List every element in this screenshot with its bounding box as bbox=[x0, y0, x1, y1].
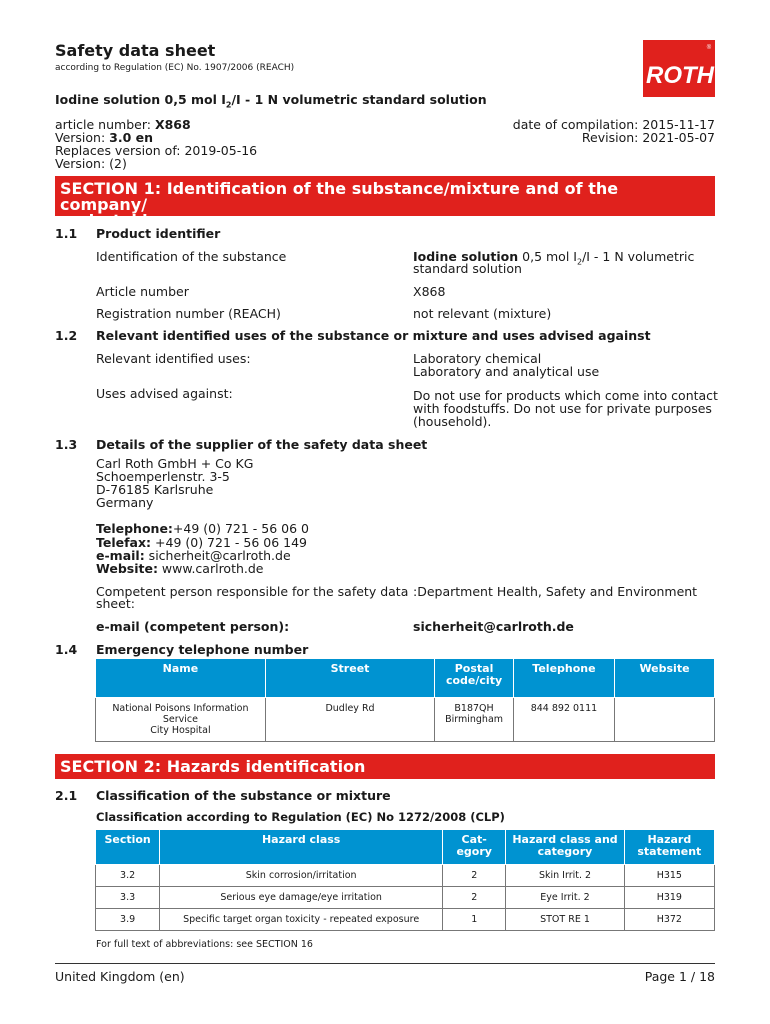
clp-title: Classification according to Regulation (EC) No 1272/2008 (CLP) bbox=[96, 810, 505, 824]
competent-person-value: :Department Health, Safety and Environment bbox=[413, 584, 698, 599]
col-hcc-line1: Hazard class and bbox=[512, 833, 618, 846]
identified-uses-line1: Laboratory chemical bbox=[413, 351, 542, 366]
identified-uses-label: Relevant identified uses: bbox=[96, 351, 251, 366]
product-name-post: /I - 1 N volumetric standard solution bbox=[231, 92, 487, 107]
emergency-table bbox=[95, 658, 715, 742]
identification-value-rest: 0,5 mol I bbox=[518, 249, 577, 264]
website-value[interactable]: www.carlroth.de bbox=[157, 561, 264, 576]
s13-number: 1.3 bbox=[55, 437, 78, 452]
logo-reg: ® bbox=[706, 45, 712, 51]
article-number-value: X868 bbox=[413, 284, 446, 299]
row-class-category: Eye Irrit. 2 bbox=[506, 887, 624, 909]
identification-value-bold: Iodine solution bbox=[413, 249, 519, 264]
classification-table bbox=[95, 829, 715, 931]
col-postal-line1: Postal bbox=[454, 662, 494, 675]
version-value: 3.0 en bbox=[109, 130, 154, 145]
supplier-country: Germany bbox=[96, 495, 154, 510]
telefax-label: Telefax: bbox=[96, 535, 152, 550]
section2-header bbox=[55, 754, 715, 779]
s21-number: 2.1 bbox=[55, 788, 78, 803]
emergency-postal bbox=[435, 698, 514, 742]
col-website: Website bbox=[615, 659, 715, 698]
emergency-telephone: 844 892 0111 bbox=[513, 698, 614, 742]
supplier-website bbox=[96, 562, 264, 576]
section1-header bbox=[55, 176, 715, 230]
s12-title: Relevant identified uses of the substance or mixture and uses advised against bbox=[96, 328, 651, 343]
row-hazard-class: Specific target organ toxicity - repeated exposure bbox=[160, 909, 443, 931]
row-class-category: STOT RE 1 bbox=[506, 909, 624, 931]
table-row bbox=[96, 909, 715, 931]
uses-against-label: Uses advised against: bbox=[96, 386, 233, 401]
emergency-website bbox=[615, 698, 715, 742]
s21-title: Classification of the substance or mixture bbox=[96, 788, 391, 803]
previous-version: Version: (2) bbox=[55, 156, 127, 171]
identified-uses-line2: Laboratory and analytical use bbox=[413, 364, 600, 379]
document-title: Safety data sheet bbox=[55, 41, 216, 60]
row-statement: H315 bbox=[624, 865, 714, 887]
row-category: 1 bbox=[443, 909, 506, 931]
table-row bbox=[96, 887, 715, 909]
uses-against-line1: Do not use for products which come into contact bbox=[413, 388, 718, 403]
identification-value-sub: 2 bbox=[576, 257, 583, 267]
page-number: Page 1 / 18 bbox=[644, 969, 715, 984]
row-section: 3.3 bbox=[96, 887, 160, 909]
document-subtitle: according to Regulation (EC) No. 1907/2006 (REACH) bbox=[55, 63, 295, 73]
col-category-line2: egory bbox=[456, 845, 492, 858]
s14-number: 1.4 bbox=[55, 642, 78, 657]
competent-person-label-line1: Competent person responsible for the safety data bbox=[96, 584, 409, 599]
col-category-line1: Cat- bbox=[461, 833, 487, 846]
s14-title: Emergency telephone number bbox=[96, 642, 309, 657]
emergency-table-header bbox=[96, 659, 715, 698]
emergency-name-line2: Service bbox=[162, 714, 198, 725]
col-category bbox=[443, 830, 506, 865]
product-name-sub: 2 bbox=[225, 100, 232, 110]
telephone-label: Telephone: bbox=[96, 521, 173, 536]
email-value[interactable]: sicherheit@carlroth.de bbox=[144, 548, 291, 563]
logo-text: ROTH bbox=[646, 62, 714, 89]
s12-number: 1.2 bbox=[55, 328, 78, 343]
col-telephone: Telephone bbox=[513, 659, 614, 698]
replaces-version: Replaces version of: 2019-05-16 bbox=[55, 143, 258, 158]
row-hazard-class: Skin corrosion/irritation bbox=[160, 865, 443, 887]
competent-email-value[interactable]: sicherheit@carlroth.de bbox=[413, 619, 574, 634]
supplier-name: Carl Roth GmbH + Co KG bbox=[96, 456, 254, 471]
email-label: e-mail: bbox=[96, 548, 145, 563]
roth-logo bbox=[643, 40, 715, 97]
col-postal bbox=[435, 659, 514, 698]
uses-against-line3: (household). bbox=[413, 414, 492, 429]
uses-against-line2: with foodstuffs. Do not use for private purposes bbox=[413, 401, 712, 416]
col-postal-line2: code/city bbox=[445, 674, 503, 687]
col-hazard-statement bbox=[624, 830, 714, 865]
section1-title-line2: undertaking bbox=[60, 211, 171, 230]
compilation-date: date of compilation: 2015-11-17 bbox=[512, 117, 715, 132]
product-name-pre: Iodine solution 0,5 mol I bbox=[55, 92, 226, 107]
competent-email-label: e-mail (competent person): bbox=[96, 619, 290, 634]
row-category: 2 bbox=[443, 887, 506, 909]
supplier-street: Schoemperlenstr. 3-5 bbox=[96, 469, 230, 484]
s13-title: Details of the supplier of the safety data sheet bbox=[96, 437, 428, 452]
supplier-telephone bbox=[96, 522, 309, 536]
identification-label: Identification of the substance bbox=[96, 249, 287, 264]
row-section: 3.9 bbox=[96, 909, 160, 931]
row-class-category: Skin Irrit. 2 bbox=[506, 865, 624, 887]
classification-table-header bbox=[96, 830, 715, 865]
col-hs-line1: Hazard bbox=[647, 833, 692, 846]
version-label: Version: bbox=[55, 130, 110, 145]
emergency-street: Dudley Rd bbox=[265, 698, 434, 742]
article-label: article number: bbox=[55, 117, 155, 132]
col-hcc-line2: category bbox=[537, 845, 593, 858]
website-label: Website: bbox=[96, 561, 158, 576]
s11-title: Product identifier bbox=[96, 226, 221, 241]
row-category: 2 bbox=[443, 865, 506, 887]
table-row bbox=[96, 698, 715, 742]
col-street: Street bbox=[265, 659, 434, 698]
telefax-value: +49 (0) 721 - 56 06 149 bbox=[151, 535, 307, 550]
identification-value-tail: /I - 1 N volumetric bbox=[582, 249, 695, 264]
article-number-label: Article number bbox=[96, 284, 189, 299]
product-name bbox=[55, 92, 487, 110]
emergency-name-line3: City Hospital bbox=[150, 725, 211, 736]
emergency-postal-city: Birmingham bbox=[445, 714, 504, 725]
reach-value: not relevant (mixture) bbox=[413, 306, 552, 321]
reach-label: Registration number (REACH) bbox=[96, 306, 281, 321]
col-hazard-class-category bbox=[506, 830, 624, 865]
row-hazard-class: Serious eye damage/eye irritation bbox=[160, 887, 443, 909]
col-name: Name bbox=[96, 659, 266, 698]
emergency-name-line1: National Poisons Information bbox=[112, 703, 249, 714]
col-hs-line2: statement bbox=[637, 845, 702, 858]
telephone-value: +49 (0) 721 - 56 06 0 bbox=[172, 521, 309, 536]
row-statement: H372 bbox=[624, 909, 714, 931]
abbreviations-footnote: For full text of abbreviations: see SECTION 16 bbox=[96, 939, 313, 950]
supplier-city: D-76185 Karlsruhe bbox=[96, 482, 214, 497]
section1-title-line1: SECTION 1: Identification of the substance/mixture and of the company/ bbox=[60, 179, 619, 214]
emergency-name bbox=[96, 698, 266, 742]
roth-logo-graphic bbox=[643, 40, 715, 97]
s11-number: 1.1 bbox=[55, 226, 78, 241]
row-section: 3.2 bbox=[96, 865, 160, 887]
col-hazard-class: Hazard class bbox=[160, 830, 443, 865]
article-value: X868 bbox=[154, 117, 191, 132]
row-statement: H319 bbox=[624, 887, 714, 909]
revision-date: Revision: 2021-05-07 bbox=[581, 130, 715, 145]
emergency-postal-code: B187QH bbox=[454, 703, 494, 714]
footer-country: United Kingdom (en) bbox=[55, 969, 185, 984]
col-section: Section bbox=[96, 830, 160, 865]
table-row bbox=[96, 865, 715, 887]
footer-divider bbox=[55, 963, 715, 964]
section2-title: SECTION 2: Hazards identification bbox=[60, 757, 366, 776]
identification-value-line2: standard solution bbox=[413, 261, 522, 276]
competent-person-label-line2: sheet: bbox=[96, 596, 135, 611]
